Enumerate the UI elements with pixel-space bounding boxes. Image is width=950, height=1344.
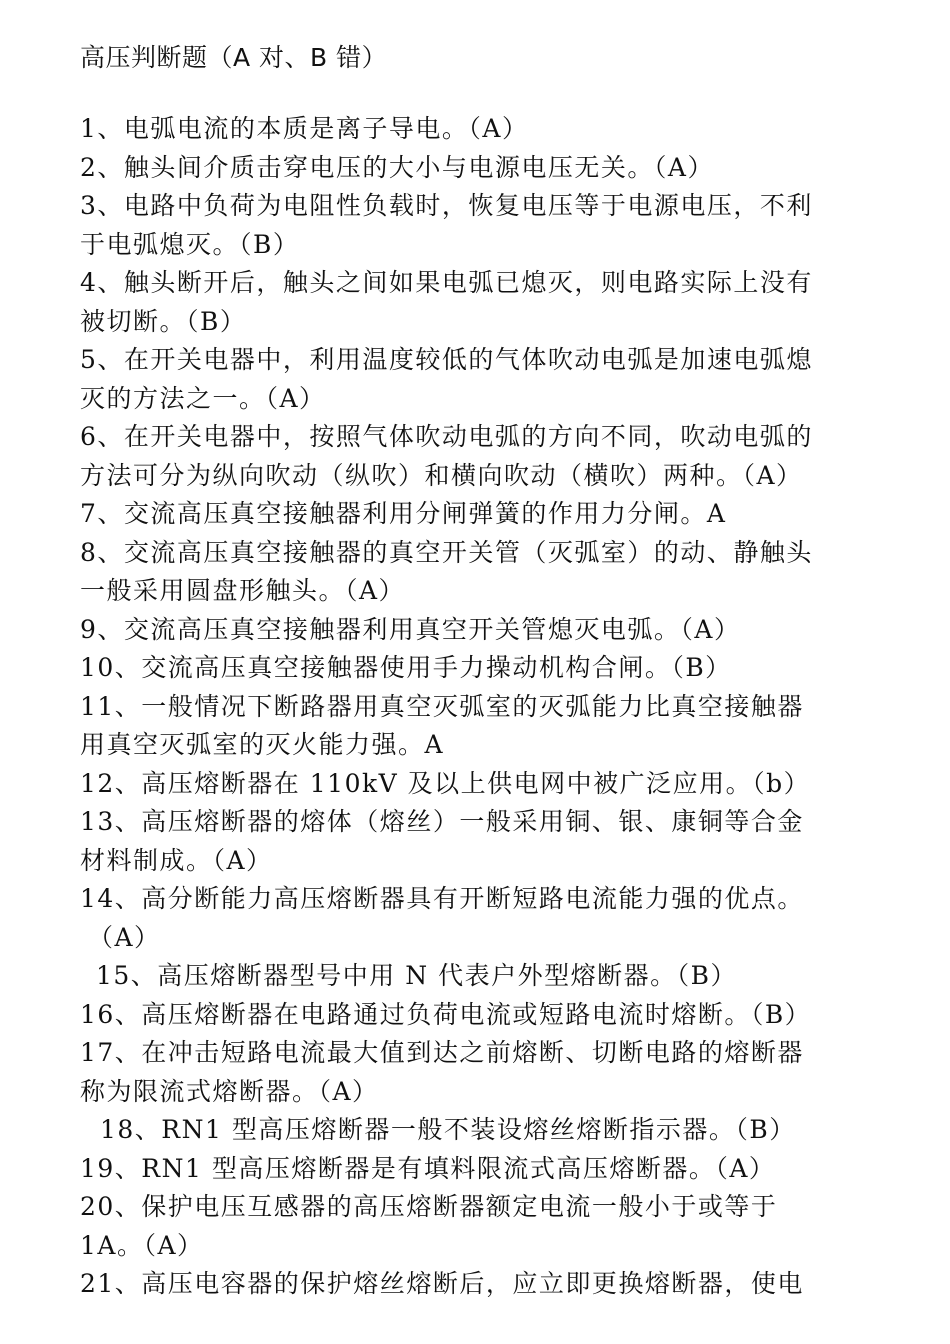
question-line: 13、高压熔断器的熔体（熔丝）一般采用铜、银、康铜等合金	[80, 807, 804, 836]
question-line: 15、高压熔断器型号中用 N 代表户外型熔断器。（B）	[96, 961, 737, 990]
question-line: 12、高压熔断器在 110kV 及以上供电网中被广泛应用。（b）	[80, 768, 811, 798]
question-line: 一般采用圆盘形触头。（A）	[80, 576, 406, 605]
question-line: 21、高压电容器的保护熔丝熔断后，应立即更换熔断器，使电	[80, 1269, 804, 1298]
question-line: 10、交流高压真空接触器使用手力操动机构合闸。（B）	[80, 653, 732, 682]
question-line: 9、交流高压真空接触器利用真空开关管熄灭电弧。（A）	[80, 614, 741, 644]
question-line: （A）	[88, 922, 161, 952]
question-line: 8、交流高压真空接触器的真空开关管（灭弧室）的动、静触头	[80, 537, 813, 567]
question-line: 方法可分为纵向吹动（纵吹）和横向吹动（横吹）两种。（A）	[80, 460, 803, 490]
question-line: 20、保护电压互感器的高压熔断器额定电流一般小于或等于	[80, 1192, 778, 1221]
question-line: 14、高分断能力高压熔断器具有开断短路电流能力强的优点。	[80, 884, 804, 913]
question-line: 5、在开关电器中，利用温度较低的气体吹动电弧是加速电弧熄	[80, 345, 813, 374]
question-line: 被切断。（B）	[80, 306, 247, 336]
question-line: 7、交流高压真空接触器利用分闸弹簧的作用力分闸。A	[80, 499, 727, 528]
question-line: 4、触头断开后，触头之间如果电弧已熄灭，则电路实际上没有	[80, 268, 813, 297]
question-line: 灭的方法之一。（A）	[80, 383, 326, 413]
question-line: 17、在冲击短路电流最大值到达之前熔断、切断电路的熔断器	[80, 1038, 804, 1067]
question-line: 16、高压熔断器在电路通过负荷电流或短路电流时熔断。（B）	[80, 999, 812, 1029]
question-line: 1A。（A）	[80, 1230, 204, 1260]
question-line: 6、在开关电器中，按照气体吹动电弧的方向不同，吹动电弧的	[80, 422, 813, 451]
question-line: 19、RN1 型高压熔断器是有填料限流式高压熔断器。（A）	[80, 1153, 776, 1183]
question-list	[80, 110, 880, 1304]
question-line: 2、触头间介质击穿电压的大小与电源电压无关。（A）	[80, 152, 714, 182]
question-line: 称为限流式熔断器。（A）	[80, 1076, 379, 1106]
document-title: 高压判断题（A 对、B 错）	[80, 43, 388, 72]
question-line: 18、RN1 型高压熔断器一般不装设熔丝熔断指示器。（B）	[100, 1115, 796, 1144]
question-line: 材料制成。（A）	[80, 845, 273, 875]
question-line: 1、电弧电流的本质是离子导电。（A）	[80, 114, 529, 143]
question-line: 11、一般情况下断路器用真空灭弧室的灭弧能力比真空接触器	[80, 691, 804, 721]
question-line: 3、电路中负荷为电阻性负载时，恢复电压等于电源电压，不利	[80, 191, 813, 220]
question-line: 于电弧熄灭。（B）	[80, 229, 300, 259]
question-line: 用真空灭弧室的灭火能力强。A	[80, 730, 445, 759]
